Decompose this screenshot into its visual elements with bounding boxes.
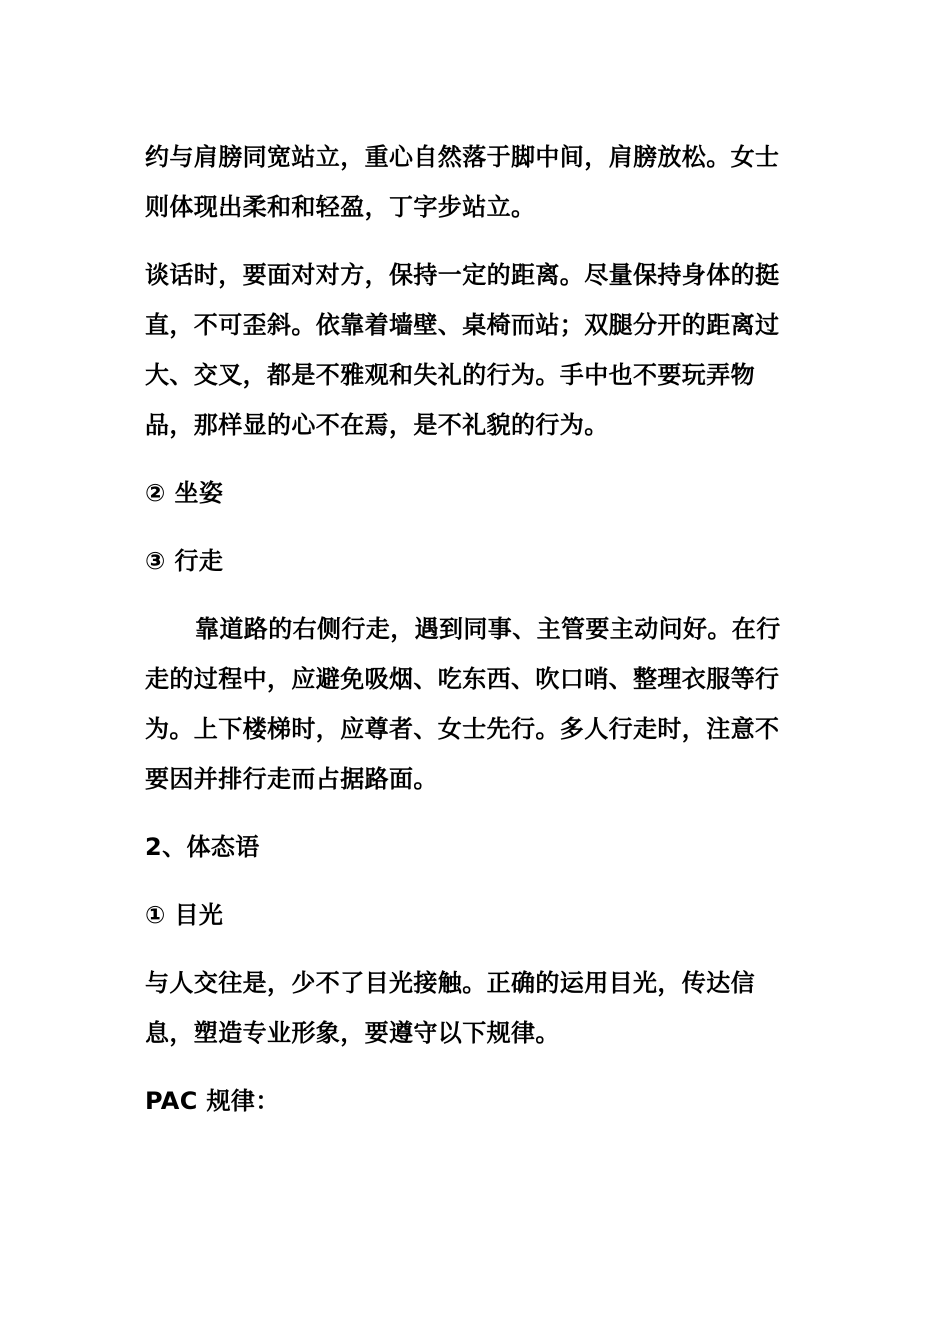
heading-body-language: 2、体态语 — [145, 833, 260, 861]
paragraph-conversation-posture: 谈话时，要面对对方，保持一定的距离。尽量保持身体的挺直，不可歪斜。依靠着墙壁、桌椅而站；双腿分开的距离过大、交叉，都是不雅观和失礼的行为。手中也不要玩弄物品，那样显的心不在焉，是不礼貌的行为。 — [145, 261, 780, 439]
paragraph-walking: 靠道路的右侧行走，遇到同事、主管要主动问好。在行走的过程中，应避免吸烟、吃东西、吹口哨、整理衣服等行为。上下楼梯时，应尊者、女士先行。多人行走时，注意不要因并排行走而占据路面。 — [145, 615, 781, 793]
heading-sitting-posture: ② 坐姿 — [145, 479, 224, 507]
paragraph-standing-posture: 约与肩膀同宽站立，重心自然落于脚中间，肩膀放松。女士则体现出柔和和轻盈，丁字步站立。 — [145, 143, 780, 221]
heading-eye-contact: ① 目光 — [145, 901, 224, 929]
document-body — [145, 132, 790, 1126]
heading-pac-rule: PAC 规律： — [145, 1087, 280, 1115]
paragraph-eye-contact: 与人交往是，少不了目光接触。正确的运用目光，传达信息，塑造专业形象，要遵守以下规律。 — [145, 969, 755, 1047]
heading-walking: ③ 行走 — [145, 547, 224, 575]
